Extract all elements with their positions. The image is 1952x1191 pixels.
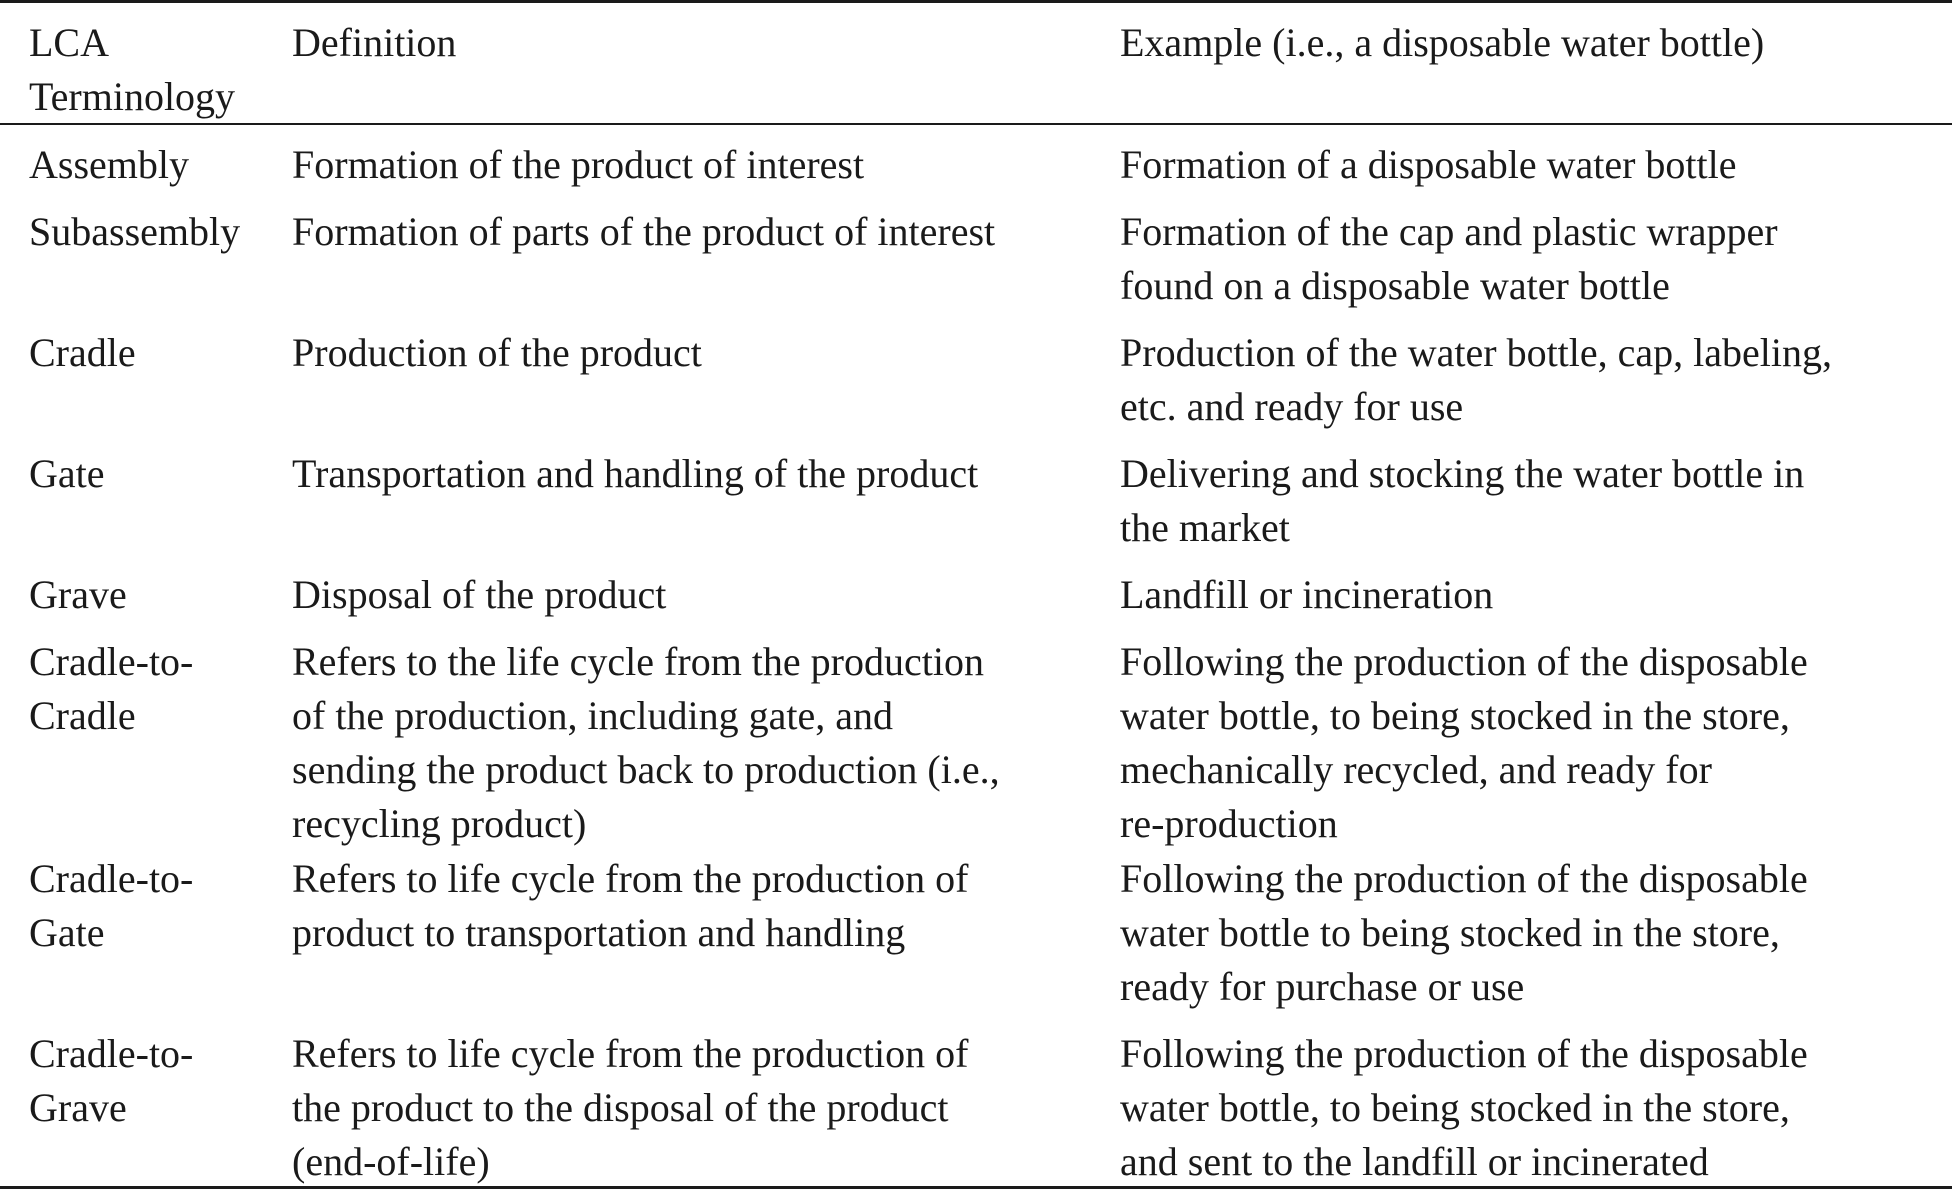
row-assembly-example: Formation of a disposable water bottle: [1120, 142, 1737, 187]
row-subassembly-definition: Formation of parts of the product of interest: [292, 209, 996, 254]
row-cradle-definition: Production of the product: [292, 330, 702, 375]
row-cradle-to-grave-term: Cradle-to- Grave: [29, 1031, 194, 1130]
header-example: Example (i.e., a disposable water bottle): [1120, 20, 1765, 65]
row-cradle-to-cradle-term: Cradle-to- Cradle: [29, 639, 194, 738]
row-assembly-definition: Formation of the product of interest: [292, 142, 865, 187]
row-cradle-term: Cradle: [29, 330, 136, 375]
row-cradle-to-gate-definition: Refers to life cycle from the production of product to transportation and handling: [292, 856, 969, 955]
row-grave-definition: Disposal of the product: [292, 572, 667, 617]
row-cradle-example: Production of the water bottle, cap, labeling, etc. and ready for use: [1120, 330, 1833, 429]
header-terminology: LCA Terminology: [29, 20, 236, 119]
table-header-rule: [0, 123, 1952, 125]
table-top-rule: [0, 0, 1952, 3]
row-cradle-to-grave-example: Following the production of the disposable water bottle, to being stocked in the store, and sent to the landfill or incinerated: [1120, 1031, 1808, 1184]
row-grave-term: Grave: [29, 572, 127, 617]
row-grave-example: Landfill or incineration: [1120, 572, 1494, 617]
header-definition: Definition: [292, 20, 457, 65]
row-cradle-to-cradle-definition: Refers to the life cycle from the production of the production, including gate, and sending the product back to production (i.e., recycling product): [292, 639, 1000, 846]
row-gate-example: Delivering and stocking the water bottle in the market: [1120, 451, 1805, 550]
table-bottom-rule: [0, 1186, 1952, 1189]
row-subassembly-term: Subassembly: [29, 209, 241, 254]
row-gate-definition: Transportation and handling of the product: [292, 451, 979, 496]
row-cradle-to-gate-example: Following the production of the disposable water bottle to being stocked in the store, ready for purchase or use: [1120, 856, 1808, 1009]
row-gate-term: Gate: [29, 451, 105, 496]
row-cradle-to-cradle-example: Following the production of the disposable water bottle, to being stocked in the store, mechanically recycled, and ready for re-production: [1120, 639, 1808, 846]
row-subassembly-example: Formation of the cap and plastic wrapper found on a disposable water bottle: [1120, 209, 1778, 308]
row-cradle-to-grave-definition: Refers to life cycle from the production of the product to the disposal of the product (end-of-life): [292, 1031, 969, 1184]
row-assembly-term: Assembly: [29, 142, 189, 187]
row-cradle-to-gate-term: Cradle-to- Gate: [29, 856, 194, 955]
